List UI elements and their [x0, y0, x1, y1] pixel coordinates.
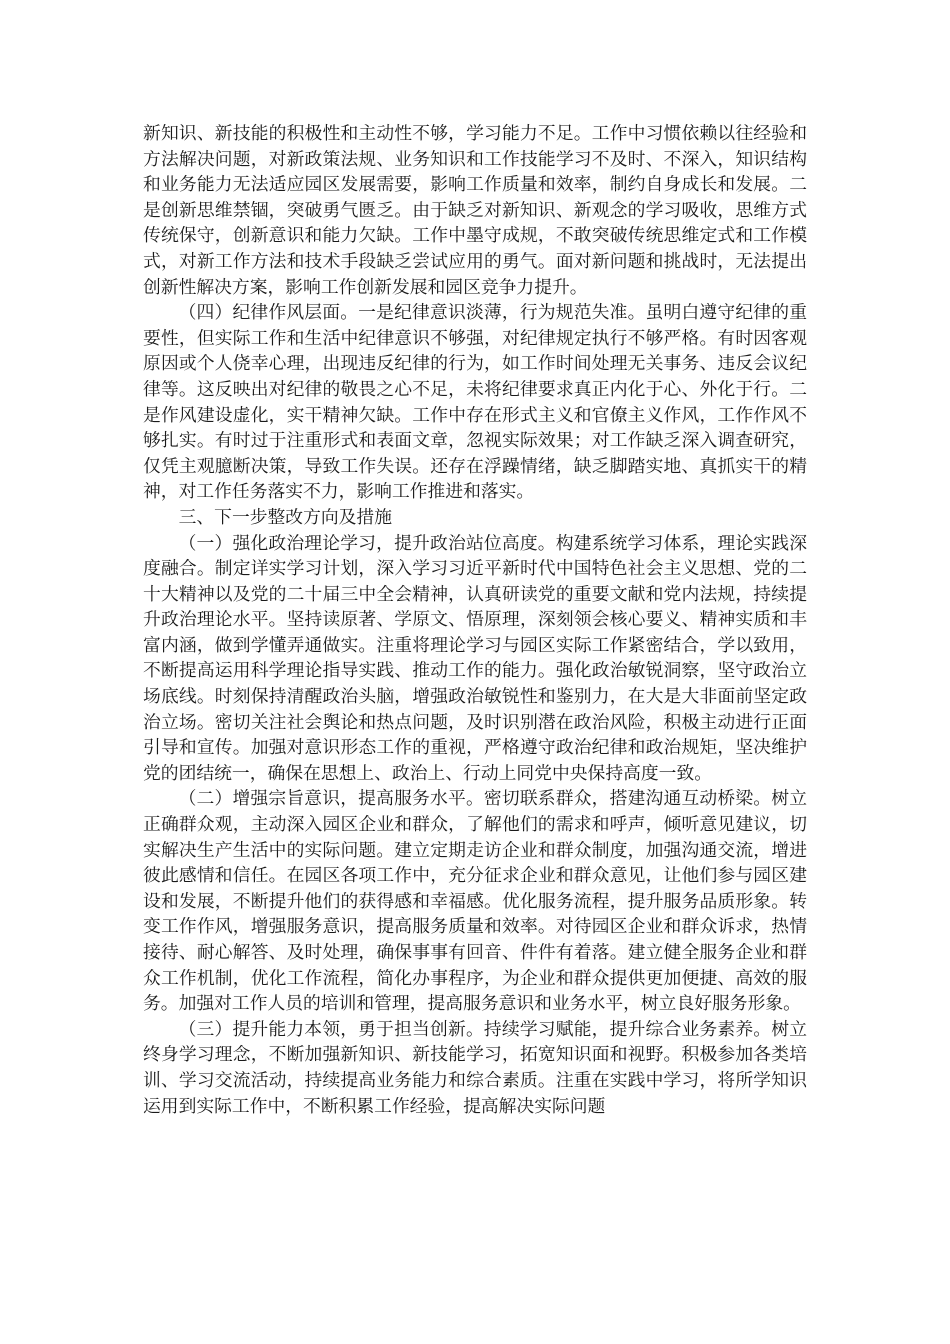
paragraph-study-ability: 新知识、新技能的积极性和主动性不够，学习能力不足。工作中习惯依赖以往经验和方法解决问题，对新政策法规、业务知识和工作技能学习不及时、不深入，知识结构和业务能力无法适应园区发展需要，影响工作质量和效率，制约自身成长和发展。二是创新思维禁锢，突破勇气匮乏。由于缺乏对新知识、新观念的学习吸收，思维方式传统保守，创新意识和能力欠缺。工作中墨守成规，不敢突破传统思维定式和工作模式，对新工作方法和技术手段缺乏尝试应用的勇气。面对新问题和挑战时，无法提出创新性解决方案，影响工作创新发展和园区竞争力提升。: [143, 123, 807, 298]
paragraph-political-theory: （一）强化政治理论学习，提升政治站位高度。构建系统学习体系，理论实践深度融合。制定详实学习计划，深入学习习近平新时代中国特色社会主义思想、党的二十大精神以及党的二十届三中全会精神，认真研读党的重要文献和党内法规，持续提升政治理论水平。坚持读原著、学原文、悟原理，深刻领会核心要义、精神实质和丰富内涵，做到学懂弄通做实。注重将理论学习与园区实际工作紧密结合，学以致用，不断提高运用科学理论指导实践、推动工作的能力。强化政治敏锐洞察，坚守政治立场底线。时刻保持清醒政治头脑，增强政治敏锐性和鉴别力，在大是大非面前坚定政治立场。密切关注社会舆论和热点问题，及时识别潜在政治风险，积极主动进行正面引导和宣传。加强对意识形态工作的重视，严格遵守政治纪律和政治规矩，坚决维护党的团结统一，确保在思想上、政治上、行动上同党中央保持高度一致。: [143, 532, 807, 784]
paragraph-discipline-style: （四）纪律作风层面。一是纪律意识淡薄，行为规范失准。虽明白遵守纪律的重要性，但实际工作和生活中纪律意识不够强，对纪律规定执行不够严格。有时因客观原因或个人侥幸心理，出现违反纪律的行为，如工作时间处理无关事务、违反会议纪律等。这反映出对纪律的敬畏之心不足，未将纪律要求真正内化于心、外化于行。二是作风建设虚化，实干精神欠缺。工作中存在形式主义和官僚主义作风，工作作风不够扎实。有时过于注重形式和表面文章，忽视实际效果；对工作缺乏深入调查研究，仅凭主观臆断决策，导致工作失误。还存在浮躁情绪，缺乏脚踏实地、真抓实干的精神，对工作任务落实不力，影响工作推进和落实。: [143, 302, 807, 503]
paragraph-service-level: （二）增强宗旨意识，提高服务水平。密切联系群众，搭建沟通互动桥梁。树立正确群众观，主动深入园区企业和群众，了解他们的需求和呼声，倾听意见建议，切实解决生产生活中的实际问题。建立定期走访企业和群众制度，加强沟通交流，增进彼此感情和信任。在园区各项工作中，充分征求企业和群众意见，让他们参与园区建设和发展，不断提升他们的获得感和幸福感。优化服务流程，提升服务品质形象。转变工作作风，增强服务意识，提高服务质量和效率。对待园区企业和群众诉求，热情接待、耐心解答、及时处理，确保事事有回音、件件有着落。建立健全服务企业和群众工作机制，优化工作流程，简化办事程序，为企业和群众提供更加便捷、高效的服务。加强对工作人员的培训和管理，提高服务意识和业务水平，树立良好服务形象。: [143, 788, 807, 1015]
document-page: [143, 121, 807, 1119]
paragraph-capability: （三）提升能力本领，勇于担当创新。持续学习赋能，提升综合业务素养。树立终身学习理念，不断加强新知识、新技能学习，拓宽知识面和视野。积极参加各类培训、学习交流活动，持续提高业务能力和综合素质。注重在实践中学习，将所学知识运用到实际工作中，不断积累工作经验，提高解决实际问题: [143, 1018, 807, 1117]
section-heading-rectification: 三、下一步整改方向及措施: [178, 506, 392, 528]
